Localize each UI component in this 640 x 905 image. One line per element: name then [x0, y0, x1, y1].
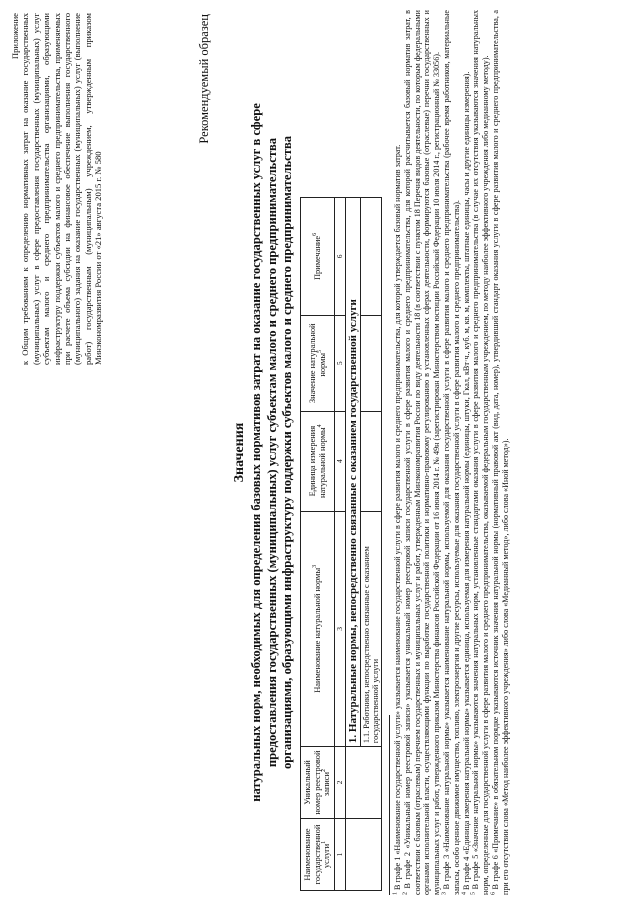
subtitle-line-1: натуральных норм, необходимых для определения базовых нормативов затрат на оказание государственных услуг в сфере [249, 103, 263, 802]
empty-cell [346, 819, 382, 891]
column-number: 2 [335, 747, 346, 819]
subsection-label: 1.1. Работники, непосредственно связанные с оказанием государственной услуги [361, 511, 382, 747]
empty-cell [361, 198, 382, 316]
document-title: Значения [232, 422, 247, 483]
header-norm-name: Наименование натуральной нормы$^3$ [301, 511, 335, 747]
footnote: $^1$ В графе 1 «Наименование государственной услуги» указывается наименование государственной услуги в сфере развития малого и среднего предпринимательства, для которой утверждается базовый норматив затрат. [392, 144, 402, 895]
header-norm-value: Значение натуральной нормы$^5$ [301, 315, 335, 411]
footnotes-block [389, 10, 511, 895]
header-unit: Единица измерения натуральной нормы$^4$ [301, 411, 335, 511]
appendix-block [10, 13, 104, 365]
column-number: 1 [335, 819, 346, 891]
footnote: $^3$ В графе 3 «Наименование натуральной нормы» указывается наименование натуральной нормы, используемой для оказания государственной услуги в сфере развития малого и среднего предпринимательства (рабочее время работников, материальные запасы, особо ценное движимое имущество, топливо, электроэнергия и другие ресурсы, используемые для оказания государственной услуги в сфере развития малого и среднего предпринимательства). [441, 10, 461, 895]
footnote: $^4$ В графе 4 «Единица измерения натуральной нормы» указывается единица, используемая для измерения натуральной нормы (единицы, штуки, Гкал, кВт·ч., куб. м, кв. м, комплекты, штатные единицы, часы и другие единицы измерения). [460, 71, 471, 895]
footnote: $^5$ В графе 5 «Значение натуральной нормы» указываются значения натуральных норм, установленные стандартами оказания услуги в сфере развития малого и среднего предпринимательства (в случае их отсутствия указываются значения натуральных норм, определенные для государственной услуги в сфере развития малого и среднего предпринимательства, оказываемой федеральным государственным учреждением, по методу наиболее эффективного учреждения либо медианному методу). [470, 10, 491, 895]
column-number: 3 [335, 511, 346, 747]
appendix-body: к Общим требованиям к определению нормативных затрат на оказание государственных (муниципальных) услуг в сфере предоставления государственных (муниципальных) услуг субъектам малого и среднего предпринимательства организациями, образующими инфраструктуру поддержки субъектов малого и среднего предпринимательства, применяемых при расчете объема субсидии на финансовое обеспечение выполнения государственного (муниципального) задания на оказание государственных (муниципальных) услуг (выполнение работ) государственным (муниципальным) учреждением, утвержденным приказом Минэкономразвития России от «21» августа 2015 г. № 580 [20, 13, 104, 365]
table-header-row [301, 198, 335, 891]
subtitle-line-2: предоставления государственных (муниципальных) услуг субъектам малого и среднего предпринимательства [264, 137, 279, 768]
column-number-row [335, 198, 346, 891]
section-label: 1. Натуральные нормы, непосредственно связанные с оказанием государственной услуги [346, 198, 361, 747]
header-registry-number: Уникальный номер реестровой записи$^2$ [301, 747, 335, 819]
appendix-title: Приложение [10, 13, 20, 60]
header-service-name: Наименование государственной услуги$^1$ [301, 819, 335, 891]
section-row [346, 198, 361, 891]
footnote: $^6$ В графе 6 «Примечание» в обязательном порядке указываются источник значения натуральной нормы (нормативный правовой акт (вид, дата, номер), утвердивший стандарт оказания услуги в сфере развития малого и среднего предпринимательства, а при его отсутствии слова «Метод наиболее эффективного учреждения» либо слова «Медианный метод», либо слова «Иной метод»). [490, 10, 510, 895]
column-number: 4 [335, 411, 346, 511]
title-block [232, 0, 296, 905]
footnote-divider [389, 715, 390, 895]
column-number: 5 [335, 315, 346, 411]
subtitle-line-3: организациями, образующими инфраструктуру поддержки субъектов малого и среднего предпринимательства [280, 135, 294, 770]
footnote: $^2$ В графе 2 «Уникальный номер реестровой записи» указывается уникальный номер реестровой записи государственной услуги в сфере развития малого и среднего предпринимательства, для которой рассчитывается базовый норматив затрат, в соответствии с базовым (отраслевым) перечнем государственных и муниципальных услуг и работ, утвержденным Минэкономразвития России по виду деятельности 18 (в соответствии с пунктом 18 Перечня видов деятельности, по которым федеральными органами исполнительной власти, осуществляющими функции по выработке государственной политики и нормативно-правовому регулированию в установленных сферах деятельности, формируются базовые (отраслевые) перечни государственных и муниципальных услуг и работ, утвержденного приказом Министерства финансов Российской Федерации от 16 июня 2014 г. № 49н (зарегистрирован Министерством юстиции Российской Федерации 10 июля 2014 г., регистрационный № 33056). [402, 10, 442, 895]
empty-cell [361, 411, 382, 511]
header-note: Примечание$^6$ [301, 198, 335, 316]
empty-cell [346, 747, 382, 819]
norms-table [300, 197, 382, 891]
sample-label: Рекомендуемый образец [197, 14, 211, 144]
empty-cell [361, 315, 382, 411]
column-number: 6 [335, 198, 346, 316]
